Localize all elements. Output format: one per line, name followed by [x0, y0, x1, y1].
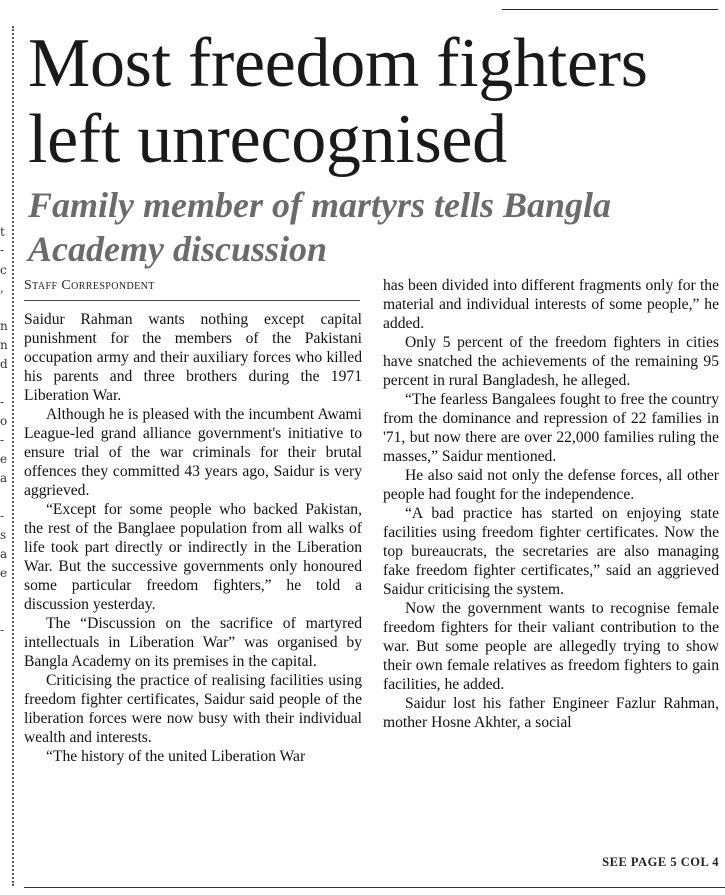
fragment: d — [0, 357, 8, 371]
article-column-left — [24, 310, 362, 766]
paragraph: Only 5 percent of the freedom fighters in cities have snatched the achievements of the remaining 95 percent in rural Bangladesh, he alleged. — [383, 334, 719, 389]
fragment: n — [0, 338, 8, 352]
paragraph: He also said not only the defense forces, all other people had fought for the independence. — [383, 467, 719, 503]
paragraph: Although he is pleased with the incumbent Awami League-led grand alliance government's initiative to ensure trial of the war criminals for their brutal offences they committed 43 years ago, Saidur is very aggrieved. — [24, 406, 362, 499]
fragment: t — [0, 225, 5, 239]
fragment: n — [0, 319, 8, 333]
headline: Most freedom fighters left unrecognised — [28, 25, 648, 178]
fragment: s — [0, 528, 7, 542]
fragment: - — [0, 433, 5, 447]
paragraph: Saidur lost his father Engineer Fazlur Rahman, mother Hosne Akhter, a social — [383, 695, 719, 731]
fragment: - — [0, 395, 5, 409]
paragraph: The “Discussion on the sacrifice of martyred intellectuals in Liberation War” was organised by Bangla Academy on its premises in the capital. — [24, 615, 362, 670]
byline-rule — [24, 300, 360, 301]
paragraph: “A bad practice has started on enjoying state facilities using freedom fighter certificates. Now the top bureaucrats, the secretaries are also managing fake freedom fighter certificates,” said an aggrieved Saidur criticising the system. — [383, 505, 719, 598]
paragraph: Now the government wants to recognise female freedom fighters for their valiant contribution to the war. But some people are allegedly trying to show their own female relatives as freedom fighters to gain facilities, he added. — [383, 600, 719, 693]
article-column-right — [383, 276, 719, 732]
top-rule — [502, 9, 718, 10]
paragraph: Criticising the practice of realising facilities using freedom fighter certificates, Saidur said people of the liberation forces were now busy with their individual wealth and interests. — [24, 672, 362, 746]
paragraph: Saidur Rahman wants nothing except capital punishment for the members of the Pakistani occupation army and their auxiliary forces who killed his parents and three brothers during the 1971 Liberation War. — [24, 311, 362, 404]
fragment: - — [0, 509, 5, 523]
fragment: , — [0, 281, 4, 295]
fragment: - — [0, 243, 5, 257]
subheadline: Family member of martyrs tells Bangla Academy discussion — [28, 185, 611, 269]
fragment: a — [0, 471, 8, 485]
fragment: a — [0, 547, 8, 561]
fragment: e — [0, 452, 8, 466]
paragraph: has been divided into different fragments only for the material and individual interests of some people,” he added. — [383, 277, 719, 332]
paragraph: “The history of the united Liberation War — [46, 748, 306, 765]
paragraph: “Except for some people who backed Pakistan, the rest of the Banglaee population from all walks of life took part directly or indirectly in the Liberation War. But the successive governments only honoured some particular freedom fighters,” he told a discussion yesterday. — [24, 501, 362, 613]
byline: Staff Correspondent — [24, 278, 155, 293]
fragment: e — [0, 566, 8, 580]
paragraph: “The fearless Bangalees fought to free the country from the dominance and repression of 22 families in '71, but now there are over 22,000 families ruling the masses,” Saidur mentioned. — [383, 391, 719, 465]
bottom-rule — [24, 887, 725, 888]
column-dotted-divider — [12, 26, 14, 886]
continuation-line[interactable]: SEE PAGE 5 COL 4 — [602, 855, 719, 869]
fragment: - — [0, 623, 5, 637]
fragment: c — [0, 263, 7, 277]
fragment: o — [0, 414, 8, 428]
